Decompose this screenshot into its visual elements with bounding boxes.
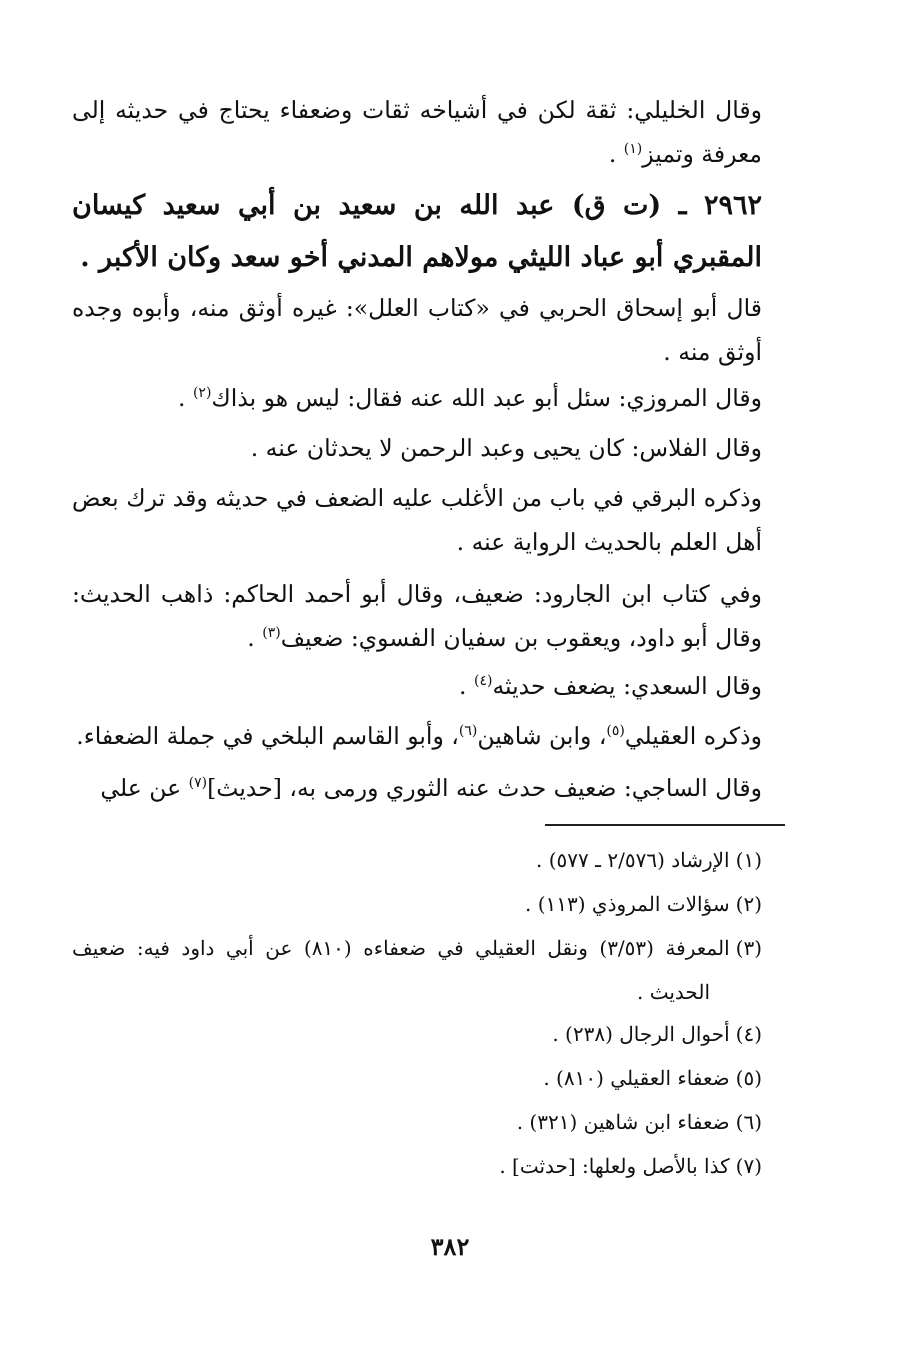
footnote-2 [72, 884, 762, 924]
paragraph-uqayli [72, 714, 762, 758]
paragraph-barqi [72, 476, 762, 564]
footnote-ref: (٧) [188, 775, 208, 792]
footnote-1 [72, 840, 762, 880]
paragraph-end: . [459, 672, 474, 700]
paragraph-marwazi [72, 376, 762, 420]
footnote-number: (١) [735, 848, 762, 872]
footnote-ref: (٢) [192, 385, 212, 402]
footnote-number: (٧) [735, 1154, 762, 1178]
paragraph-text: وفي كتاب ابن الجارود: ضعيف، وقال أبو أحمد الحاكم: ذاهب الحديث: وقال أبو داود، ويعقوب بن سفيان الفسوي: ضعيف [72, 580, 762, 652]
paragraph-saadi [72, 664, 762, 708]
paragraph-text: ، وابن شاهين [477, 722, 607, 750]
paragraph-end: . [608, 140, 624, 168]
footnote-ref: (٦) [458, 723, 478, 740]
paragraph-saji [72, 766, 762, 810]
footnote-number: (٣) [735, 936, 763, 960]
footnote-text: ضعفاء ابن شاهين (٣٢١) . [516, 1110, 730, 1134]
footnote-text: كذا بالأصل ولعلها: [حدثت] . [499, 1154, 730, 1178]
footnote-ref: (٤) [473, 673, 493, 690]
paragraph-text: وذكره العقيلي [624, 722, 762, 750]
footnote-divider [545, 824, 785, 826]
footnote-number: (٢) [735, 892, 762, 916]
paragraph-text: عن علي [100, 774, 189, 802]
paragraph-end: . [247, 624, 263, 652]
paragraph-end: . [178, 384, 193, 412]
entry-heading-text: ٢٩٦٢ ـ (ت ق) عبد الله بن سعيد بن أبي سعيد كيسان المقبري أبو عباد الليثي مولاهم المدني أخو سعد وكان الأكبر . [72, 190, 762, 273]
footnote-number: (٦) [735, 1110, 762, 1134]
footnote-6 [72, 1102, 762, 1142]
footnote-5 [72, 1058, 762, 1098]
footnote-text: سؤالات المروذي (١١٣) . [524, 892, 730, 916]
paragraph-text: وذكره البرقي في باب من الأغلب عليه الضعف في حديثه وقد ترك بعض أهل العلم بالحديث الرواية عنه . [72, 484, 762, 556]
entry-heading [72, 180, 762, 284]
footnote-number: (٤) [735, 1022, 762, 1046]
paragraph-text: ، وأبو القاسم البلخي في جملة الضعفاء. [76, 722, 459, 750]
footnote-text: الحديث . [637, 980, 710, 1004]
page-number: ٣٨٢ [430, 1232, 470, 1261]
footnote-3-continuation [70, 972, 710, 1012]
paragraph-text: وقال المروزي: سئل أبو عبد الله عنه فقال: ليس هو بذاك [211, 384, 762, 412]
paragraph-text: وقال الفلاس: كان يحيى وعبد الرحمن لا يحدثان عنه . [250, 434, 762, 462]
paragraph-jarud [72, 572, 762, 660]
footnote-text: أحوال الرجال (٢٣٨) . [552, 1022, 730, 1046]
footnote-3 [72, 928, 762, 968]
footnote-ref: (١) [623, 141, 643, 158]
paragraph-text: وقال الساجي: ضعيف حدث عنه الثوري ورمى به، [حديث] [207, 774, 762, 802]
footnote-ref: (٣) [262, 625, 281, 642]
paragraph-khalili [72, 88, 762, 176]
paragraph-text: وقال السعدي: يضعف حديثه [492, 672, 762, 700]
footnote-text: المعرفة (٣/٥٣) ونقل العقيلي في ضعفاءه (٨١٠) عن أبي داود فيه: ضعيف [72, 936, 730, 960]
footnote-7 [72, 1146, 762, 1186]
footnote-ref: (٥) [606, 723, 625, 740]
paragraph-harbi [72, 286, 762, 374]
footnote-4 [72, 1014, 762, 1054]
paragraph-text: وقال الخليلي: ثقة لكن في أشياخه ثقات وضعفاء يحتاج في حديثه إلى معرفة وتميز [72, 96, 762, 168]
footnote-text: ضعفاء العقيلي (٨١٠) . [543, 1066, 730, 1090]
paragraph-text: قال أبو إسحاق الحربي في «كتاب العلل»: غيره أوثق منه، وأبوه وجده أوثق منه . [72, 294, 762, 366]
paragraph-fallas [72, 426, 762, 470]
footnote-text: الإرشاد (٢/٥٧٦ ـ ٥٧٧) . [536, 848, 730, 872]
footnote-number: (٥) [735, 1066, 762, 1090]
